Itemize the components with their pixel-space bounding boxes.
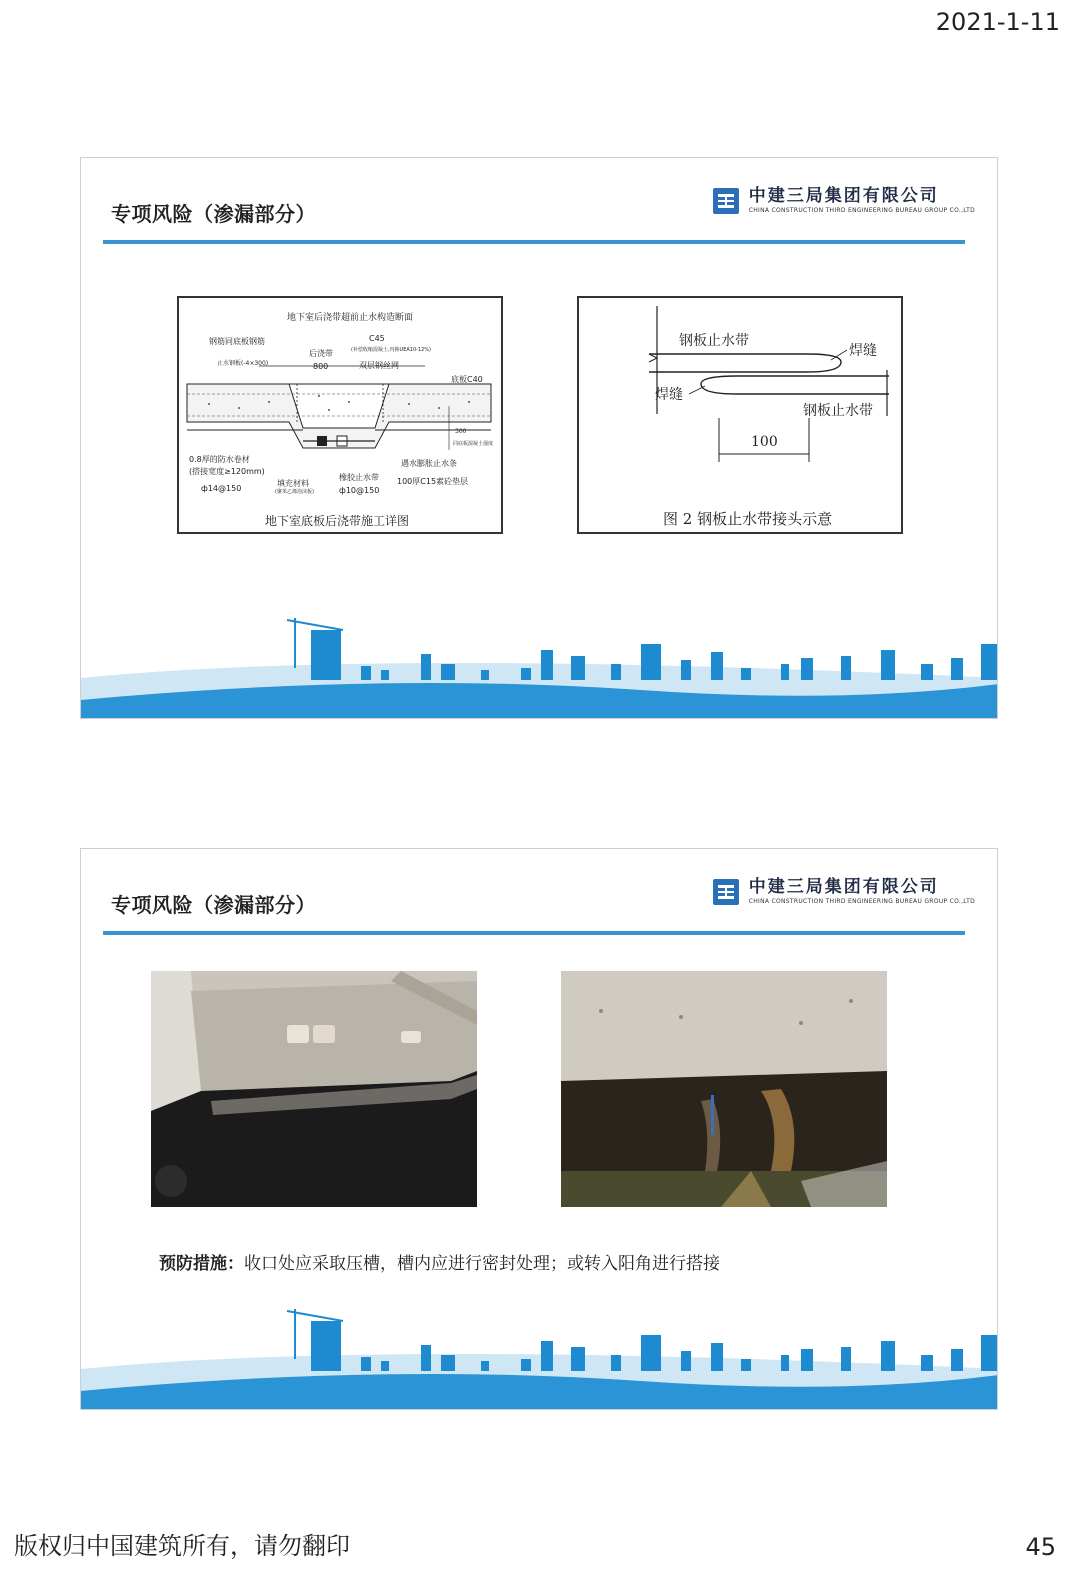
slide-2 xyxy=(80,848,998,1410)
label-rebar-a: ф14@150 xyxy=(201,484,242,493)
city-skyline-banner xyxy=(81,1299,998,1409)
label-post-pour: 后浇带 xyxy=(309,349,333,358)
label-waterproof: 0.8厚的防水卷材 xyxy=(189,455,250,464)
label-filler-note: (聚苯乙烯泡沫板) xyxy=(275,489,314,495)
slide-1 xyxy=(80,157,998,719)
label-steel-waterstop-bottom: 钢板止水带 xyxy=(803,403,873,419)
label-rebar: 钢筋同底板钢筋 xyxy=(209,337,265,346)
prevention-measures xyxy=(159,1249,720,1274)
diagram-caption: 地下室底板后浇带施工详图 xyxy=(265,514,410,528)
label-concrete-grade: C45 xyxy=(369,334,385,343)
page-date: 2021-1-11 xyxy=(935,8,1060,36)
cscec-logo-icon xyxy=(713,188,739,214)
measures-text: 收口处应采取压槽，槽内应进行密封处理；或转入阳角进行搭接 xyxy=(244,1254,720,1274)
label-floor-grade: 底板C40 xyxy=(451,375,483,384)
post-pour-strip-diagram xyxy=(177,296,503,534)
label-weld-right: 焊缝 xyxy=(849,343,877,359)
label-rubber-stop: 橡胶止水带 xyxy=(339,473,379,482)
label-lap: (搭接宽度≥120mm) xyxy=(189,467,265,476)
company-logo xyxy=(713,186,975,215)
title-divider xyxy=(103,240,965,244)
slide-title: 专项风险（渗漏部分） xyxy=(111,893,316,917)
slide-title: 专项风险（渗漏部分） xyxy=(111,202,316,226)
label-side-note: 同底板混凝土强度 xyxy=(453,441,494,447)
label-width: 800 xyxy=(313,362,329,371)
diagram-caption: 图 2 钢板止水带接头示意 xyxy=(663,510,833,528)
label-filler: 填充材料 xyxy=(277,479,309,488)
label-double-mesh: 双层钢丝网 xyxy=(359,361,399,370)
waterproofing-wall-photo xyxy=(561,971,887,1207)
label-waterstop-plate: 止水钢板(-4×300) xyxy=(217,360,269,367)
title-divider xyxy=(103,931,965,935)
label-rebar-b: ф10@150 xyxy=(339,486,380,495)
copyright-notice: 版权归中国建筑所有，请勿翻印 xyxy=(14,1532,350,1560)
label-cushion: 100厚C15素砼垫层 xyxy=(397,477,469,486)
waterproofing-corner-photo xyxy=(151,971,477,1207)
company-name-cn: 中建三局集团有限公司 xyxy=(748,186,939,206)
company-name-cn: 中建三局集团有限公司 xyxy=(748,877,939,897)
city-skyline-banner xyxy=(81,608,998,718)
company-name-en: CHINA CONSTRUCTION THIRD ENGINEERING BUREAU GROUP CO.,LTD xyxy=(748,898,975,905)
label-swell-stop: 遇水膨胀止水条 xyxy=(401,459,457,468)
label-depth: 300 xyxy=(455,428,467,435)
label-dimension: 100 xyxy=(751,434,778,450)
diagram-heading: 地下室后浇带超前止水构造断面 xyxy=(287,313,414,323)
label-steel-waterstop-top: 钢板止水带 xyxy=(679,333,749,349)
label-weld-left: 焊缝 xyxy=(655,387,683,403)
page-number: 45 xyxy=(1025,1533,1056,1561)
measures-label: 预防措施： xyxy=(159,1254,244,1274)
label-admixture: (补偿收缩混凝土,内掺UEA10-12%) xyxy=(351,347,432,353)
waterstop-joint-diagram xyxy=(577,296,903,534)
cscec-logo-icon xyxy=(713,879,739,905)
section-drawing xyxy=(179,298,501,532)
company-logo xyxy=(713,877,975,906)
company-name-en: CHINA CONSTRUCTION THIRD ENGINEERING BUREAU GROUP CO.,LTD xyxy=(748,207,975,214)
